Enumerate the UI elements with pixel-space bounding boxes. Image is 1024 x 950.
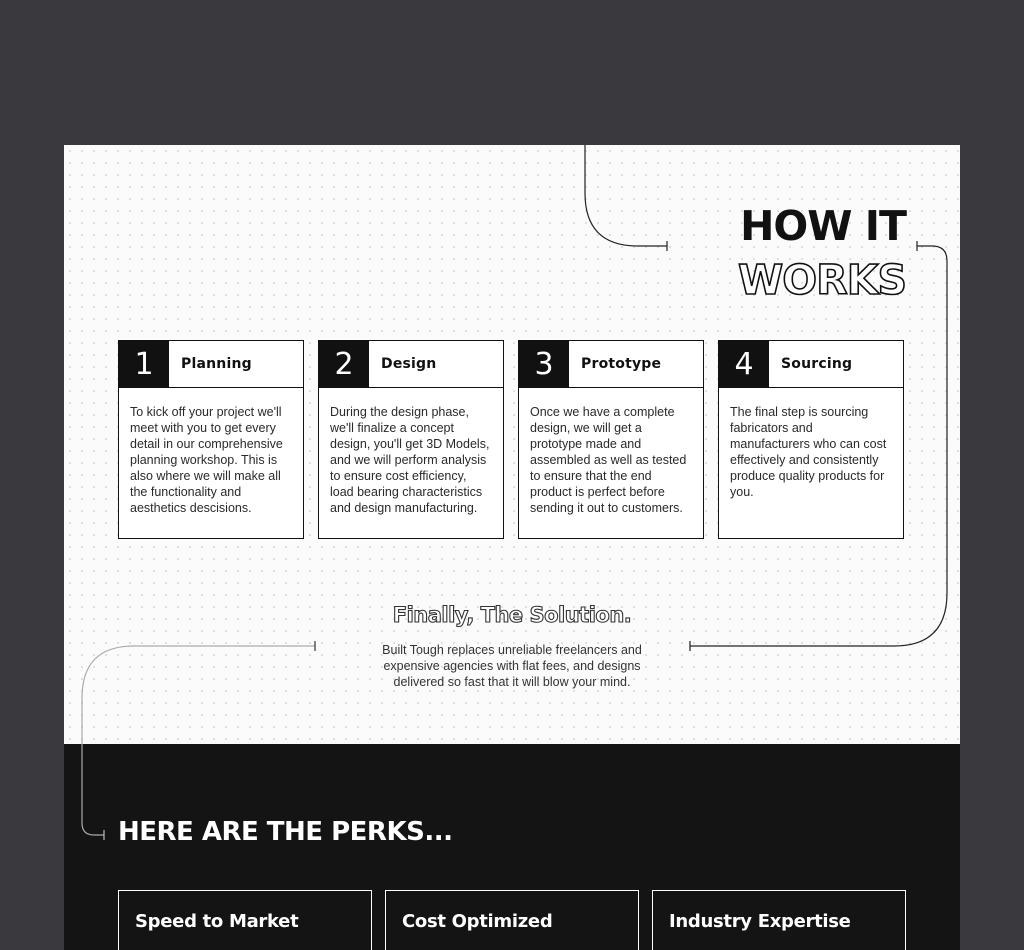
how-it-works-heading (738, 203, 906, 303)
step-title: Prototype (581, 356, 662, 372)
solution-description: Built Tough replaces unreliable freelancers and expensive agencies with flat fees, and designs delivered so fast that it will blow your mind. (382, 643, 642, 689)
step-number: 1 (119, 341, 169, 387)
step-card-planning (118, 340, 304, 539)
step-title: Planning (181, 356, 252, 372)
perk-title: Speed to Market (135, 911, 299, 932)
step-card-prototype (518, 340, 704, 539)
step-card-sourcing (718, 340, 904, 539)
step-number: 4 (719, 341, 769, 387)
perk-title: Industry Expertise (669, 911, 851, 932)
perk-card-cost[interactable] (385, 890, 639, 950)
steps-list (118, 340, 906, 540)
step-description: Once we have a complete design, we will get a prototype made and assembled as well as tested to ensure that the end product is perfect before sending it out to customers. (530, 405, 687, 515)
solution-heading: Finally, The Solution. (392, 603, 632, 627)
step-description: The final step is sourcing fabricators and manufacturers who can cost effectively and consistently produce quality products for you. (730, 405, 887, 499)
step-description: During the design phase, we'll finalize a concept design, you'll get 3D Models, and we will perform analysis to ensure cost efficiency, load bearing characteristics and design manufacturing. (330, 405, 490, 515)
step-card-header (519, 341, 703, 388)
perks-heading: HERE ARE THE PERKS... (118, 817, 453, 847)
step-card-design (318, 340, 504, 539)
page (64, 145, 960, 950)
step-number: 2 (319, 341, 369, 387)
connector-line-left (82, 646, 315, 835)
step-card-header (119, 341, 303, 388)
perk-card-speed[interactable] (118, 890, 372, 950)
perk-card-expertise[interactable] (652, 890, 906, 950)
perk-title: Cost Optimized (402, 911, 553, 932)
step-title: Sourcing (781, 356, 853, 372)
connector-line-top (585, 145, 667, 246)
step-card-header (719, 341, 903, 388)
heading-line-1: HOW IT (740, 202, 906, 250)
step-number: 3 (519, 341, 569, 387)
step-title: Design (381, 356, 437, 372)
step-description: To kick off your project we'll meet with you to get every detail in our comprehensive planning workshop. This is also where we will make all the functionality and aesthetics descisions. (130, 405, 283, 515)
heading-line-2: WORKS (738, 256, 906, 304)
step-card-header (319, 341, 503, 388)
